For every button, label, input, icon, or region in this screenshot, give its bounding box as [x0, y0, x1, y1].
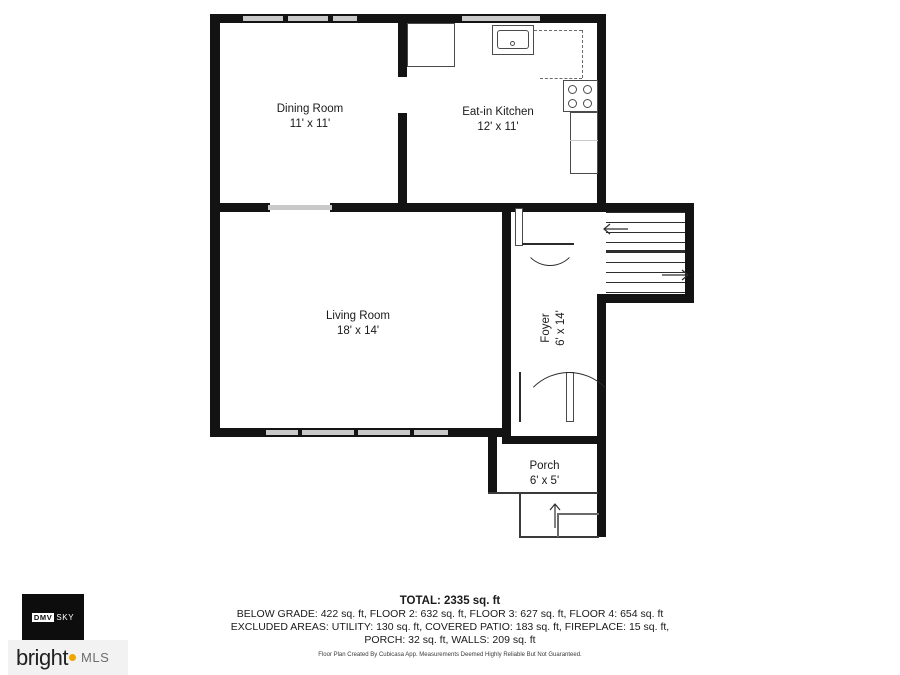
window-living-4: [414, 430, 448, 435]
stair-tread-dn-3: [606, 282, 685, 283]
footer-area-breakdown: [0, 608, 900, 647]
wall-mid-horizontal-left: [210, 203, 270, 212]
wall-dining-kitchen: [398, 14, 407, 77]
room-name: Porch: [529, 460, 560, 472]
porch-step-left: [519, 492, 521, 538]
dashed-line-right: [582, 30, 583, 78]
footer-line-1: BELOW GRADE: 422 sq. ft, FLOOR 2: 632 sq. ft, FLOOR 3: 627 sq. ft, FLOOR 4: 654 sq. ft: [236, 608, 664, 620]
stair-midrail: [606, 250, 685, 253]
sink-basin: [497, 30, 529, 49]
room-dims: 12' x 11': [477, 121, 519, 133]
wall-foyer-left-upper: [502, 203, 511, 268]
dashed-line-top: [534, 30, 582, 31]
range-burner-4: [583, 99, 592, 108]
footer-total-area: TOTAL: 2335 sq. ft: [399, 595, 501, 607]
room-name: Dining Room: [276, 103, 344, 115]
room-label-foyer: [539, 268, 569, 388]
bright-logo-text: bright: [16, 644, 69, 670]
window-living-2: [302, 430, 354, 435]
room-name: Eat-in Kitchen: [462, 106, 534, 118]
window-kitchen-top: [462, 16, 540, 21]
room-dims: 6' x 5': [529, 475, 560, 487]
wall-left-exterior: [210, 14, 220, 437]
stair-arrow-down: [660, 268, 692, 282]
window-mid-wall: [268, 205, 332, 210]
room-label-living-room: [278, 309, 438, 339]
dashed-line-bottom: [540, 78, 582, 79]
dmv-logo-mark: DMV: [33, 612, 53, 622]
window-dining-3: [333, 16, 357, 21]
wall-stairbay-top: [597, 203, 694, 212]
stair-tread-dn-4: [606, 292, 685, 293]
room-dims: 6' x 14': [555, 310, 567, 346]
stair-tread-dn-1: [606, 262, 685, 263]
stair-arrow-up: [600, 222, 630, 236]
room-dims: 18' x 14': [336, 325, 380, 337]
window-dining-2: [288, 16, 328, 21]
door-arc-kitchen-foyer: [522, 210, 578, 266]
footer-line-2: EXCLUDED AREAS: UTILITY: 130 sq. ft, COVERED PATIO: 183 sq. ft, FIREPLACE: 15 sq. ft,: [230, 621, 670, 633]
porch-edge-bottom: [488, 492, 598, 494]
bright-logo-dot-icon: [69, 654, 76, 661]
dmv-sky-logo: [22, 594, 84, 640]
mls-logo-text: MLS: [81, 650, 110, 665]
wall-mid-horizontal-right: [330, 203, 510, 212]
window-dining-1: [243, 16, 283, 21]
footer-line-3: PORCH: 32 sq. ft, WALLS: 209 sq. ft: [364, 634, 536, 646]
footer-credit: Floor Plan Created By Cubicasa App. Measurements Deemed Highly Reliable But Not Guaranteed.: [318, 652, 582, 658]
room-name: Living Room: [326, 310, 390, 322]
range-burner-1: [568, 85, 577, 94]
window-living-1: [266, 430, 298, 435]
room-label-dining-room: [230, 102, 390, 132]
range-burner-2: [583, 85, 592, 94]
wall-stairbay-right: [685, 203, 694, 303]
stair-tread-up-4: [606, 242, 685, 243]
porch-step-bottom: [519, 536, 599, 538]
room-dims: 11' x 11': [289, 118, 331, 130]
door-leaf-kitchen-foyer: [522, 243, 574, 245]
wall-right-kitchen: [597, 14, 606, 210]
bright-mls-logo: [8, 640, 128, 675]
dmv-logo-text: SKY: [56, 612, 75, 622]
room-name: Foyer: [540, 313, 552, 343]
kitchen-counter-right-edge: [570, 140, 598, 141]
wall-foyer-left-lower: [502, 268, 511, 440]
room-label-eat-in-kitchen: [413, 105, 583, 135]
wall-stairbay-bottom: [597, 294, 694, 303]
kitchen-counter-left: [407, 23, 455, 67]
sink-faucet: [510, 41, 515, 46]
wall-dining-kitchen-2: [398, 113, 407, 210]
stair-tread-up-1: [606, 212, 685, 213]
door-leaf-front: [519, 372, 521, 422]
room-label-porch: [487, 459, 602, 489]
porch-entry-arrow: [548, 500, 562, 530]
porch-step-mid: [557, 513, 599, 515]
window-living-3: [358, 430, 410, 435]
